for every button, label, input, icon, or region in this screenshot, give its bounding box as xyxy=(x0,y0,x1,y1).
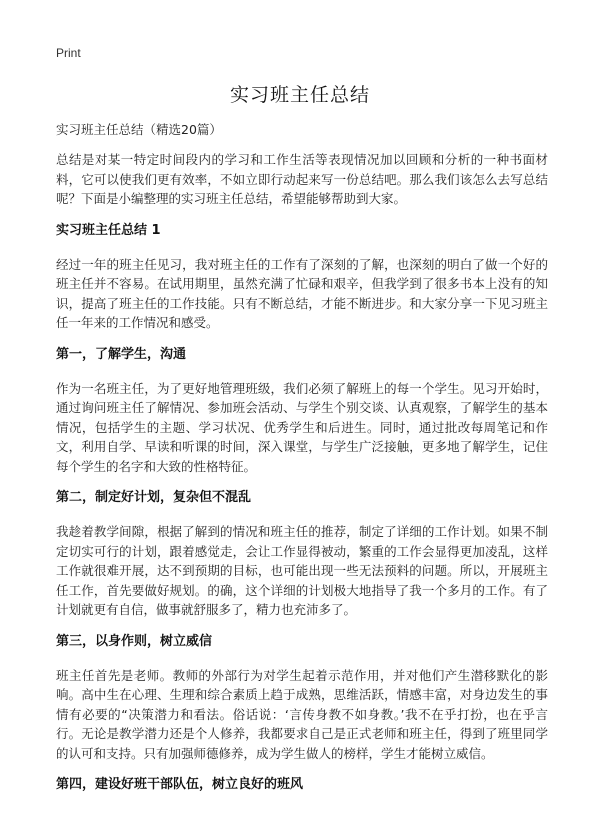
section-paragraph-1: 经过一年的班主任见习，我对班主任的工作有了深刻的了解，也深刻的明白了做一个好的班主任并不容易。在试用期里，虽然充满了忙碌和艰辛，但我学到了很多书本上没有的知识，提高了班主任的工作技能。只有不断总结，才能不断进步。和大家分享一下见习班主任一年来的工作情况和感受。 xyxy=(56,256,548,330)
section-paragraph-4: 班主任首先是老师。教师的外部行为对学生起着示范作用，并对他们产生潜移默化的影响。高中生在心理、生理和综合素质上趋于成熟，思维活跃，情感丰富，对身边发生的事情有必要的“决策潜力和看法。俗话说：‘言传身教不如身教。’我不在乎打扮，也在乎言行。无论是教学潜力还是个人修养，我都要求自己是正式老师和班主任，得到了班里同学的认可和支持。只有加强师德修养，成为学生做人的榜样，学生才能树立威信。 xyxy=(56,667,548,761)
intro-paragraph: 总结是对某一特定时间段内的学习和工作生活等表现情况加以回顾和分析的一种书面材料，它可以使我们更有效率，不如立即行动起来写一份总结吧。那么我们该怎么去写总结呢？下面是小编整理的实习班主任总结，希望能够帮助到大家。 xyxy=(56,152,548,206)
section-heading-5: 第四，建设好班干部队伍，树立良好的班风 xyxy=(56,777,304,792)
section-heading-3: 第二，制定好计划，复杂但不混乱 xyxy=(56,490,252,505)
document-body xyxy=(56,120,548,809)
print-link[interactable]: Print xyxy=(56,46,81,60)
section-heading-2: 第一，了解学生，沟通 xyxy=(56,346,187,362)
section-heading-4: 第三，以身作则，树立威信 xyxy=(56,633,213,649)
document-subtitle: 实习班主任总结（精选20篇） xyxy=(56,122,222,137)
section-paragraph-2: 作为一名班主任，为了更好地管理班级，我们必须了解班上的每一个学生。见习开始时，通过询问班主任了解情况、参加班会活动、与学生个别交谈、认真观察，了解学生的基本情况，包括学生的主题、学习状况、优秀学生和后进生。同时，通过批改每周笔记和作文，利用自学、早读和听课的时间，深入课堂，与学生广泛接触，更多地了解学生，记住每个学生的名字和大致的性格特征。 xyxy=(56,380,548,474)
section-heading-1: 实习班主任总结 1 xyxy=(56,222,161,238)
page-title: 实习班主任总结 xyxy=(229,84,370,106)
section-paragraph-3: 我趁着教学间隙，根据了解到的情况和班主任的推荐，制定了详细的工作计划。如果不制定切实可行的计划，跟着感觉走，会让工作显得被动，繁重的工作会显得更加凌乱，这样工作就很难开展，达不到预期的目标，也可能出现一些无法预料的问题。所以，开展班主任工作，首先要做好规划。的确，这个详细的计划极大地指导了我一个多月的工作。有了计划就更有自信，做事就舒服多了，精力也充沛多了。 xyxy=(56,524,548,617)
